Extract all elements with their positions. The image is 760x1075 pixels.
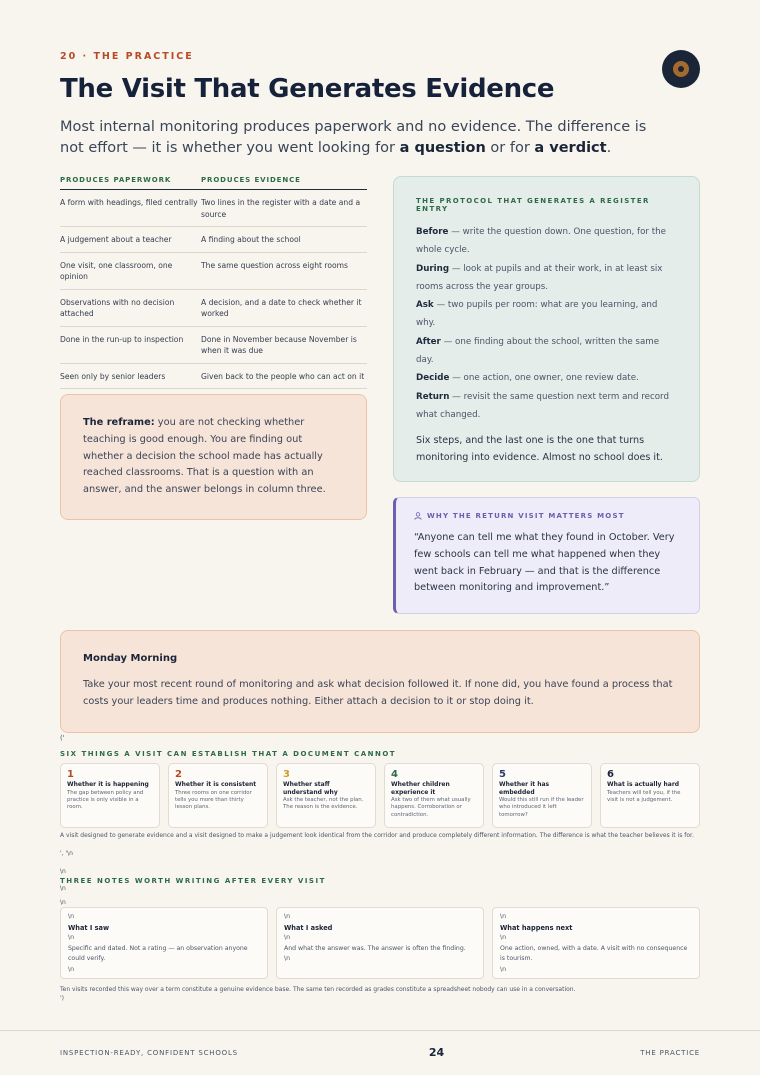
cell-evidence: A decision, and a date to check whether it worked <box>201 297 362 318</box>
cell-paperwork: Observations with no decision attached <box>60 297 175 318</box>
table-row <box>60 253 367 290</box>
list-item <box>384 763 484 828</box>
monday-morning-box <box>60 630 700 733</box>
cell-evidence: A finding about the school <box>201 235 301 244</box>
protocol-box <box>393 176 700 482</box>
card-title: Whether it has embedded <box>499 781 550 796</box>
three-notes-cards <box>60 907 700 979</box>
cell-paperwork: Done in the run-up to inspection <box>60 334 184 344</box>
six-things-footnote: A visit designed to generate evidence and a visit designed to make a judgement look identical from the corridor and produce completely different information. The difference is what the teacher believes it is for. <box>60 832 694 839</box>
stray-text: \n <box>60 868 66 875</box>
card-body: Would this still run if the leader who introduced it left tomorrow? <box>499 797 584 818</box>
protocol-step: During — look at pupils and at their work, in at least six rooms across the year groups. <box>416 263 663 292</box>
list-item: \n What I asked \n And what the answer was. The answer is often the finding. \n <box>276 907 484 979</box>
protocol-step: Decide — one action, one owner, one review date. <box>416 373 639 384</box>
protocol-step: Ask — two pupils per room: what are you learning, and why. <box>416 300 658 329</box>
note-title: What happens next <box>500 923 573 932</box>
table-row <box>60 290 367 327</box>
table-header <box>60 176 367 190</box>
reframe-text: you are not checking whether teaching is good enough. You are finding out whether a decision the school made has actually reached classrooms. That is a question with an answer, and the answer belongs in column three. <box>83 417 326 496</box>
card-body: Ask two of them what usually happens. Corroboration or contradiction. <box>391 797 471 818</box>
list-item <box>60 763 160 828</box>
protocol-closing: Six steps, and the last one is the one that turns monitoring into evidence. Almost no school does it. <box>416 435 663 464</box>
six-things-title: SIX THINGS A VISIT CAN ESTABLISH THAT A DOCUMENT CANNOT <box>60 750 397 758</box>
cell-evidence: The same question across eight rooms <box>201 260 349 270</box>
card-title: Whether staff understand why <box>283 781 338 796</box>
reframe-lead: The reframe: <box>83 417 155 428</box>
stray-text: ', '\n <box>60 850 73 857</box>
protocol-step: Before — write the question down. One question, for the whole cycle. <box>416 227 667 256</box>
note-body: One action, owned, with a date. A visit with no consequence is tourism. <box>500 944 688 962</box>
page-title: The Visit That Generates Evidence <box>60 74 555 104</box>
cell-paperwork: A judgement about a teacher <box>60 235 172 244</box>
table-row <box>60 190 367 227</box>
three-notes-title: THREE NOTES WORTH WRITING AFTER EVERY VISIT <box>60 877 326 885</box>
protocol-step: Return — revisit the same question next term and record what changed. <box>416 391 669 420</box>
card-number: 3 <box>283 769 290 780</box>
table-row <box>60 327 367 364</box>
cell-evidence: Given back to the people who can act on it <box>201 371 365 381</box>
card-number: 4 <box>391 769 398 780</box>
footer-book-title: INSPECTION-READY, CONFIDENT SCHOOLS <box>60 1049 238 1057</box>
stray-text: (' <box>60 734 65 742</box>
lede-bold-verdict: a verdict <box>534 140 607 156</box>
footer-section: THE PRACTICE <box>640 1049 700 1057</box>
three-notes-footnote: Ten visits recorded this way over a term constitute a genuine evidence base. The same ten recorded as grades constitute a spreadsheet nobody can use in a conversation. <box>60 986 576 993</box>
card-body: Teachers will tell you, if the visit is not a judgement. <box>607 789 681 803</box>
list-item <box>492 763 592 828</box>
col-header-evidence: PRODUCES EVIDENCE <box>201 176 301 184</box>
list-item: \n What I saw \n Specific and dated. Not a rating — an observation anyone could verify. \n <box>60 907 268 979</box>
person-icon <box>414 512 422 520</box>
lede: Most internal monitoring produces paperwork and no evidence. The difference is not effort — it is whether you went looking for a question or for a verdict. <box>60 119 647 156</box>
cell-paperwork: One visit, one classroom, one opinion <box>60 260 173 281</box>
cell-paperwork: A form with headings, filed centrally <box>60 198 198 207</box>
card-body: Ask the teacher, not the plan. The reason is the evidence. <box>283 797 364 811</box>
note-body: Specific and dated. Not a rating — an observation anyone could verify. <box>68 944 248 962</box>
note-title: What I saw <box>68 923 110 932</box>
card-body: The gap between policy and practice is only visible in a room. <box>67 789 144 811</box>
page-number: 24 <box>428 1046 445 1059</box>
card-title: What is actually hard <box>607 781 680 788</box>
card-title: Whether children experience it <box>391 781 450 796</box>
quote-title-row <box>414 512 681 520</box>
monday-text: Take your most recent round of monitoring and ask what decision followed it. If none did, you have found a process that costs your leaders time and produces nothing. Either attach a decision to it or stop doing it. <box>83 679 673 707</box>
note-title: What I asked <box>284 923 333 932</box>
list-item <box>276 763 376 828</box>
quote-text: “Anyone can tell me what they found in October. Very few schools can tell me what happened when they went back in February — and that is the difference between monitoring and improvement.” <box>414 532 675 594</box>
eye-icon <box>662 50 700 88</box>
note-body: And what the answer was. The answer is often the finding. <box>284 944 466 952</box>
reframe-box <box>60 394 367 520</box>
list-item <box>600 763 700 828</box>
cell-paperwork: Seen only by senior leaders <box>60 371 166 381</box>
protocol-title: THE PROTOCOL THAT GENERATES A REGISTER ENTRY <box>416 197 650 213</box>
cell-evidence: Two lines in the register with a date and a source <box>201 198 361 219</box>
card-title: Whether it is happening <box>67 781 149 788</box>
stray-text: \n <box>60 885 66 892</box>
list-item <box>168 763 268 828</box>
quote-title: WHY THE RETURN VISIT MATTERS MOST <box>427 512 625 520</box>
card-number: 5 <box>499 769 506 780</box>
card-body: Three rooms on one corridor tells you more than thirty lesson plans. <box>175 789 252 811</box>
list-item: \n What happens next \n One action, owned, with a date. A visit with no consequence is tourism. \n <box>492 907 700 979</box>
stray-text: ') <box>60 995 64 1002</box>
footer-divider <box>0 1030 760 1031</box>
card-number: 2 <box>175 769 182 780</box>
table-row <box>60 364 367 390</box>
card-title: Whether it is consistent <box>175 781 257 788</box>
col-header-paperwork: PRODUCES PAPERWORK <box>60 176 172 184</box>
six-things-cards <box>60 763 700 828</box>
stray-text: \n <box>60 899 66 906</box>
table-row <box>60 227 367 253</box>
section-eyebrow: 20 · THE PRACTICE <box>60 51 194 62</box>
cell-evidence: Done in November because November is when it was due <box>201 334 357 355</box>
protocol-step: After — one finding about the school, written the same day. <box>416 336 660 366</box>
card-number: 1 <box>67 769 74 780</box>
card-number: 6 <box>607 769 614 780</box>
quote-box <box>393 497 700 614</box>
comparison-table <box>60 176 367 389</box>
monday-title: Monday Morning <box>83 653 178 664</box>
lede-bold-question: a question <box>399 140 486 156</box>
